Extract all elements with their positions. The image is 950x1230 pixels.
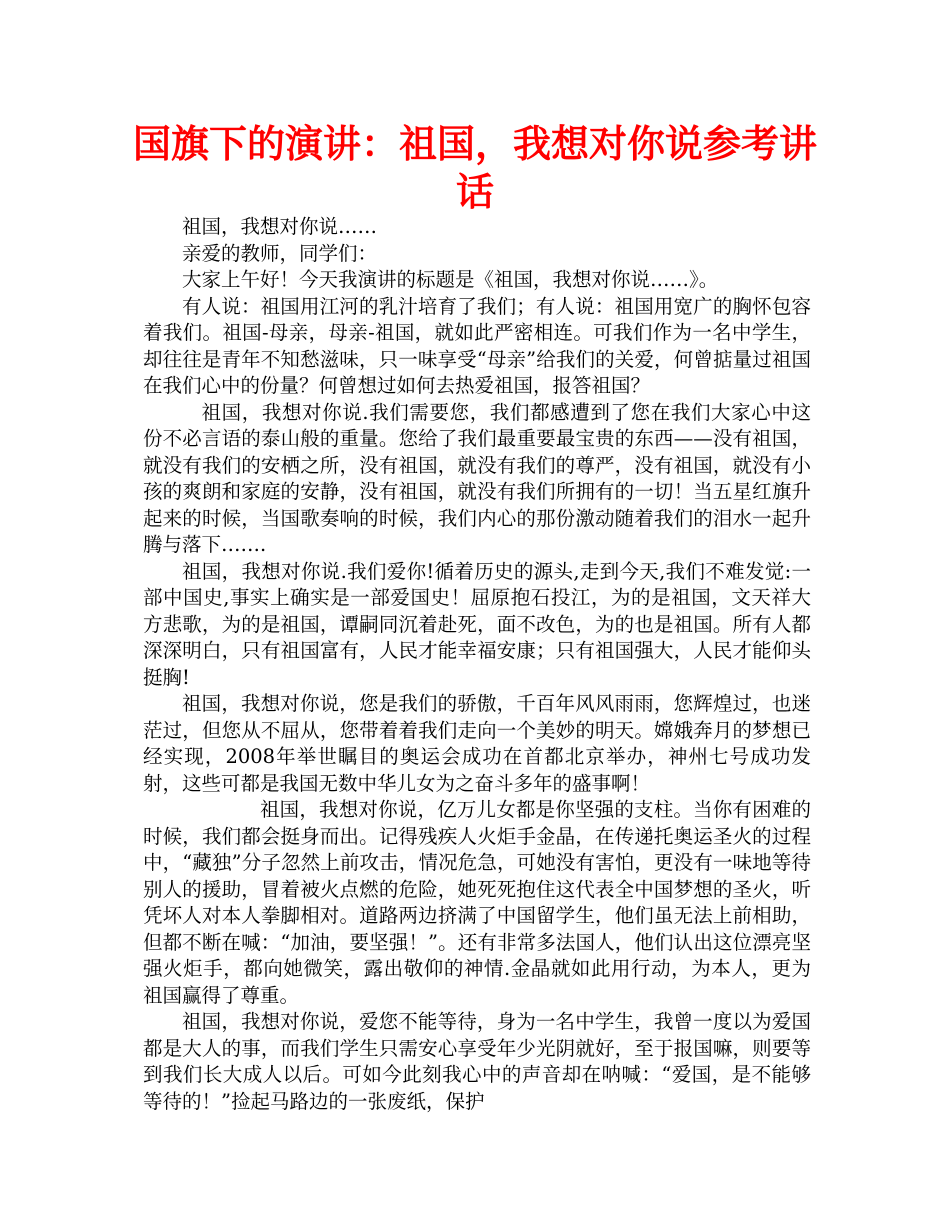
paragraph: 祖国，我想对你说，您是我们的骄傲，千百年风风雨雨，您辉煌过，也迷茫过，但您从不屈从，您带着着我们走向一个美妙的明天。嫦娥奔月的梦想已经实现，2008年举世瞩目的奥运会成功在首都北京举办，神州七号成功发射，这些可都是我国无数中华儿女为之奋斗多年的盛事啊！: [143, 692, 811, 795]
paragraph: 大家上午好！今天我演讲的标题是《祖国，我想对你说……》。: [182, 268, 719, 291]
paragraph: 祖国，我想对你说.我们需要您，我们都感遭到了您在我们大家心中这份不必言语的泰山般的重量。您给了我们最重要最宝贵的东西——没有祖国，就没有我们的安栖之所，没有祖国，就没有我们的尊严，没有祖国，就没有小孩的爽朗和家庭的安静，没有祖国，就没有我们所拥有的一切！当五星红旗升起来的时候，当国歌奏响的时候，我们内心的那份激动随着我们的泪水一起升腾与落下…….: [143, 400, 811, 556]
paragraph: 有人说：祖国用江河的乳汁培育了我们；有人说：祖国用宽广的胸怀包容着我们。祖国-母亲，母亲-祖国，就如此严密相连。可我们作为一名中学生，却往往是青年不知愁滋味，只一味享受“母亲”给我们的关爱，何曾掂量过祖国在我们心中的份量？何曾想过如何去热爱祖国，报答祖国？: [143, 294, 811, 397]
document-title: 国旗下的演讲：祖国，我想对你说参考讲话: [132, 122, 817, 214]
document-body: [143, 214, 811, 1115]
paragraph: 祖国，我想对你说……: [182, 215, 378, 238]
paragraph: 祖国，我想对你说，亿万儿女都是你坚强的支柱。当你有困难的时候，我们都会挺身而出。记得残疾人火炬手金晶，在传递托奥运圣火的过程中，“藏独”分子忽然上前攻击，情况危急，可她没有害怕，更没有一味地等待别人的援助，冒着被火点燃的危险，她死死抱住这代表全中国梦想的圣火，听凭坏人对本人拳脚相对。道路两边挤满了中国留学生，他们虽无法上前相助，但都不断在喊：“加油，要坚强！”。还有非常多法国人，他们认出这位漂亮坚强火炬手，都向她微笑，露出敬仰的神情.金晶就如此用行动，为本人，更为祖国赢得了尊重。: [143, 798, 811, 1007]
paragraph: 祖国，我想对你说.我们爱你!循着历史的源头,走到今天,我们不难发觉:一部中国史,事实上确实是一部爱国史！屈原抱石投江，为的是祖国，文天祥大方悲歌，为的是祖国，谭嗣同沉着赴死，面不改色，为的也是祖国。所有人都深深明白，只有祖国富有，人民才能幸福安康；只有祖国强大，人民才能仰头挺胸!: [143, 559, 811, 689]
paragraph: 亲爱的教师，同学们：: [182, 241, 378, 265]
paragraph: 祖国，我想对你说，爱您不能等待，身为一名中学生，我曾一度以为爱国都是大人的事，而我们学生只需安心享受年少光阴就好，至于报国嘛，则要等到我们长大成人以后。可如今此刻我心中的声音却在呐喊：“爱国，是不能够等待的！”捡起马路边的一张废纸，保护: [143, 1010, 811, 1113]
